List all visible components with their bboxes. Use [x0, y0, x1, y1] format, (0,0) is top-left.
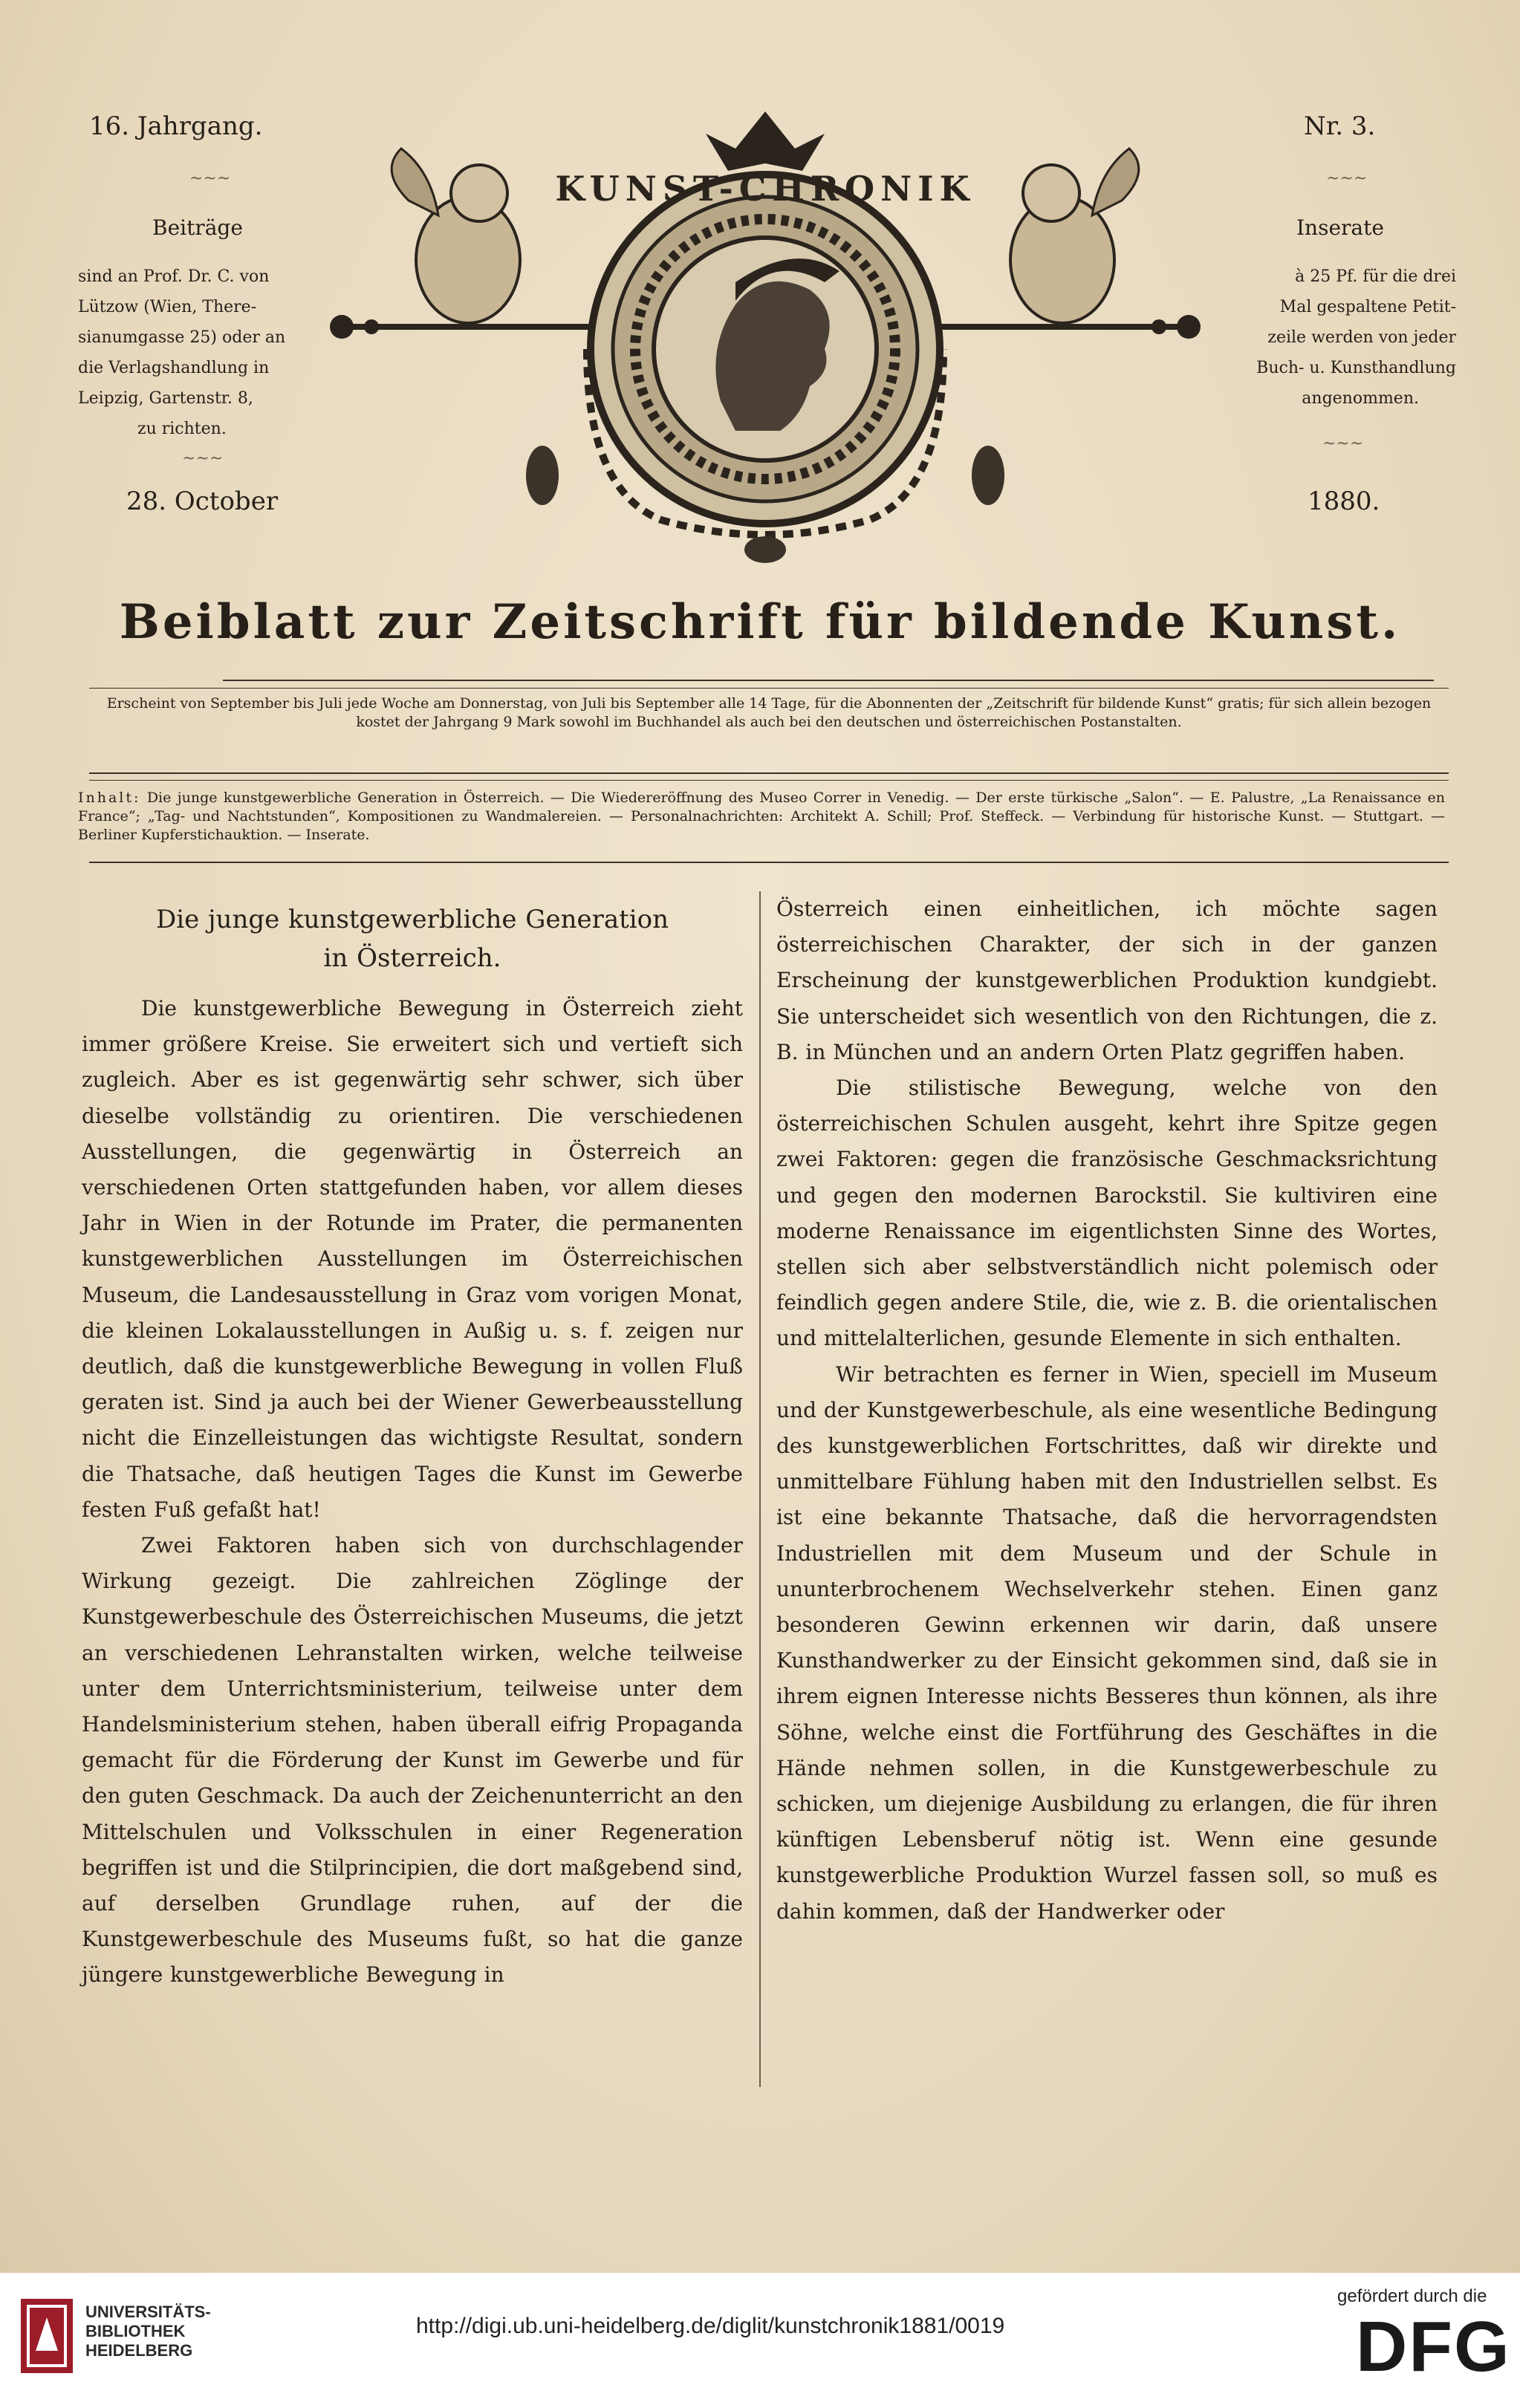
contents-text: Die junge kunstgewerbliche Generation in Österreich. — Die Wiedereröffnung des Museo Correr in Venedig. — Der erste türkische „Salon“. — E. Palustre, „La Renaissance en France“; „Tag- und Nachtstunden“, Kompositionen zu Wandmalereien. — Personalnachrichten: Architekt A. Schill; Prof. Steffeck. — Verbindung für historische Kunst. — Stuttgart. — Berliner Kupferstichauktion. — Inserate. — [78, 790, 1445, 843]
column-divider — [759, 891, 761, 2087]
ornament-squiggle: ~~~ — [1326, 169, 1368, 188]
notice-rule — [89, 772, 1449, 774]
publication-notice: Erscheint von September bis Juli jede Woche am Donnerstag, von Juli bis September alle 14 Tage, für die Abonnenten der „Zeitschrift für bildende Kunst“ gratis; für sich allein bezogen kostet der Jahrgang 9 Mark sowohl im Buchhandel als auch bei den deutschen und österreichischen Postanstalten. — [106, 695, 1432, 730]
kunstchronik-emblem — [319, 104, 1211, 579]
contents-label: Inhalt: — [78, 790, 141, 806]
ornament-squiggle: ~~~ — [182, 449, 224, 468]
issue-year: 1880. — [1308, 487, 1380, 516]
advertisements-text: à 25 Pf. für die drei Mal gespaltene Petit- zeile werden von jeder Buch- u. Kunsthandlung angenommen. — [1256, 267, 1456, 408]
dfg-logo: DFG — [1356, 2307, 1511, 2386]
header-rule — [89, 688, 1449, 689]
masthead-title: Beiblatt zur Zeitschrift für bildende Kunst. — [119, 594, 1401, 650]
library-name: UNIVERSITÄTS- BIBLIOTHEK HEIDELBERG — [85, 2303, 211, 2360]
issue-number: Nr. 3. — [1304, 111, 1376, 141]
advertisements-title: Inserate — [1296, 215, 1384, 240]
article-paragraph: Wir betrachten es ferner in Wien, speciell im Museum und der Kunstgewerbeschule, als eine wesentliche Bedingung des kunstgewerblichen Fortschrittes, daß wir direkte und unmittelbare Fühlung haben mit den Industriellen selbst. Es ist eine bekannte Thatsache, daß die hervorragendsten Industriellen mit dem Museum und der Schule in ununterbrochenem Wechselverkehr stehen. Einen ganz besonderen Gewinn erkennen wir darin, daß unsere Kunsthandwerker zu der Einsicht gekommen sind, daß sie in ihrem eignen Interesse nichts Besseres thun können, als ihre Söhne, welche einst die Fortführung des Geschäftes in die Hände nehmen sollen, in die Kunstgewerbeschule zu schicken, um diejenige Ausbildung zu erlangen, die für ihren künftigen Lebensberuf nötig ist. Wenn eine gesunde kunstgewerbliche Produktion Wurzel fassen soll, so muß es dahin kommen, daß der Handwerker oder — [776, 1361, 1438, 1924]
article-paragraph: Die kunstgewerbliche Bewegung in Österreich zieht immer größere Kreise. Sie erweitert sich und vertieft sich zugleich. Aber es ist gegenwärtig sehr schwer, sich über dieselbe vollständig zu orientiren. Die verschiedenen Ausstellungen, die gegenwärtig in Österreich an verschiedenen Orten stattgefunden haben, vor allem dieses Jahr in Wien in der Rotunde im Prater, die permanenten kunstgewerblichen Ausstellungen im Österreichischen Museum, die Landesausstellung in Graz vom vorigen Monat, die kleinen Lokalausstellungen in Außig u. s. f. zeigen nur deutlich, daß die kunstgewerbliche Bewegung in vollen Fluß geraten ist. Sind ja auch bei der Wiener Gewerbeausstellung nicht die Einzelleistungen das wichtigste Resultat, sondern die Thatsache, daß heutigen Tages die Kunst im Gewerbe festen Fuß gefaßt hat! — [82, 996, 743, 1522]
article-paragraph: Zwei Faktoren haben sich von durchschlagender Wirkung gezeigt. Die zahlreichen Zöglinge der Kunstgewerbeschule des Österreichischen Museums, die jetzt an verschiedenen Lehranstalten wirken, welche teilweise unter dem Unterrichtsministerium, teilweise unter dem Handelsministerium stehen, haben überall eifrig Propaganda gemacht für die Förderung der Kunst im Gewerbe und für den guten Geschmack. Da auch der Zeichenunterricht an den Mittelschulen und Volksschulen in einer Regeneration begriffen ist und die Stilprincipien, die dort maßgebend sind, auf derselben Grundlage ruhen, auf der die Kunstgewerbeschule des Museums fußt, so hat die ganze jüngere kunstgewerbliche Bewegung in — [82, 1533, 743, 1988]
contributions-title: Beiträge — [152, 215, 243, 240]
emblem-title: KUNST-CHRONIK — [555, 169, 975, 209]
notice-rule — [89, 780, 1449, 781]
article-left-column — [82, 900, 743, 1994]
contents-rule — [89, 862, 1449, 863]
volume-label: 16. Jahrgang. — [89, 111, 263, 141]
ornament-squiggle: ~~~ — [189, 169, 231, 188]
digitization-footer — [0, 2273, 1520, 2408]
source-url[interactable]: http://digi.ub.uni-heidelberg.de/diglit/kunstchronik1881/0019 — [416, 2314, 1005, 2338]
ornament-squiggle: ~~~ — [1322, 435, 1364, 453]
contributions-text: sind an Prof. Dr. C. von Lützow (Wien, There- sianumgasse 25) oder an die Verlagshandlung in Leipzig, Gartenstr. 8, zu richten. — [78, 267, 286, 438]
article-paragraph: Österreich einen einheitlichen, ich möchte sagen österreichischen Charakter, der sich in der ganzen Erscheinung der kunstgewerblichen Produktion kundgiebt. Sie unterscheidet sich wesentlich von den Richtungen, die z. B. in München und an andern Orten Platz gegriffen haben. — [776, 897, 1438, 1064]
table-of-contents — [78, 789, 1445, 845]
article-title: Die junge kunstgewerbliche Generation in Österreich. — [155, 905, 669, 973]
header-rule — [223, 680, 1434, 681]
article-right-column — [776, 891, 1438, 1930]
funded-by-label: gefördert durch die — [1337, 2286, 1487, 2306]
library-logo-icon — [21, 2299, 73, 2373]
issue-date: 28. October — [126, 487, 279, 516]
article-paragraph: Die stilistische Bewegung, welche von den österreichischen Schulen ausgeht, kehrt ihre Spitze gegen zwei Faktoren: gegen die französische Geschmacksrichtung und gegen den modernen Barockstil. Sie kultiviren eine moderne Renaissance im eigentlichsten Sinne des Wortes, stellen sich aber selbstverständlich nicht polemisch oder feindlich gegen andere Stile, die, wie z. B. die orientalischen und mittelalterlichen, gesunde Elemente in sich enthalten. — [776, 1076, 1438, 1351]
